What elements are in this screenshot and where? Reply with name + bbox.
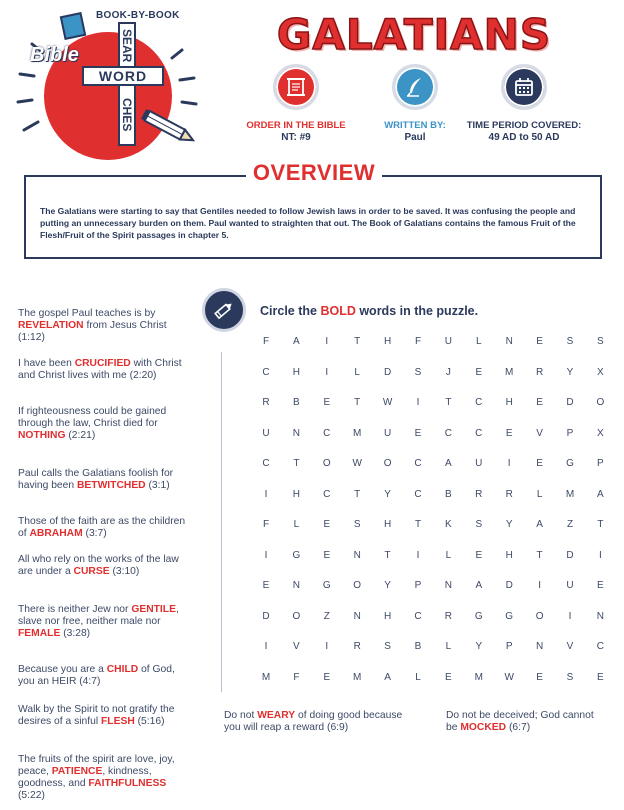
grid-letter[interactable]: I (599, 549, 602, 561)
grid-letter[interactable]: Y (475, 641, 483, 652)
grid-letter[interactable]: I (264, 641, 268, 652)
grid-letter[interactable]: X (597, 427, 604, 439)
grid-letter[interactable]: N (292, 580, 300, 591)
grid-letter[interactable]: G (474, 610, 483, 622)
clue-text: of God, you an HEIR (4:7) (18, 664, 175, 687)
overview-heading: OVERVIEW (246, 160, 382, 186)
grid-letter[interactable]: A (597, 488, 604, 500)
order-value: NT: #9 (281, 132, 311, 143)
clue-keyword: CHILD (106, 664, 139, 675)
grid-letter[interactable]: C (323, 427, 331, 439)
instruction-bold: BOLD (320, 304, 356, 318)
logo-searches-bottom: CHES (118, 84, 136, 146)
clue-text: (3:7) (82, 528, 107, 539)
clue-keyword: ABRAHAM (29, 528, 83, 539)
grid-letter[interactable]: I (325, 336, 329, 347)
grid-letter[interactable]: E (597, 580, 604, 591)
logo-searches-top: SEAR (118, 22, 136, 70)
grid-letter[interactable]: H (383, 519, 392, 530)
clue-item (18, 516, 188, 540)
clue-keyword: REVELATION (18, 320, 84, 331)
grid-letter[interactable]: N (505, 336, 513, 347)
grid-letter[interactable]: B (414, 641, 422, 652)
grid-letter[interactable]: A (384, 671, 391, 683)
grid-letter[interactable]: T (384, 549, 391, 561)
clue-text: (5:16) (134, 716, 165, 727)
overview-box (24, 175, 602, 259)
clue-keyword: CURSE (73, 566, 110, 577)
grid-letter[interactable]: R (444, 610, 452, 622)
grid-letter[interactable]: V (536, 427, 543, 439)
grid-letter[interactable]: C (596, 641, 604, 652)
grid-letter[interactable]: E (536, 671, 543, 683)
grid-letter[interactable]: D (566, 549, 574, 561)
grid-letter[interactable]: T (354, 336, 361, 347)
clue-text: (3:10) (109, 566, 140, 577)
author-info (355, 64, 475, 143)
grid-letter[interactable]: E (597, 671, 604, 683)
grid-letter[interactable]: B (293, 397, 300, 408)
grid-letter[interactable]: S (566, 671, 574, 683)
clue-item (18, 704, 188, 728)
grid-letter[interactable]: I (325, 366, 329, 378)
grid-letter[interactable]: G (322, 580, 331, 591)
overview-text: The Galatians were starting to say that Gentiles needed to follow Jewish laws in order to be saved. It was confusing the people and putting an unnecessary burden on them. Paul wanted to straighten that out. The Book of Galatians contains the famous Fruit of the Flesh/Fruit of the Spirit passages in chapter 5. (40, 206, 576, 240)
clue-keyword: CRUCIFIED (74, 358, 131, 369)
grid-letter[interactable]: R (353, 641, 361, 652)
grid-letter[interactable]: O (535, 610, 544, 622)
grid-letter[interactable]: T (414, 519, 422, 530)
clue-item (18, 308, 188, 344)
clue-text: Because you are a (18, 664, 107, 675)
bottom-clue-mocked (446, 710, 596, 734)
grid-letter[interactable]: E (323, 671, 331, 683)
clue-text: (3:1) (145, 480, 170, 491)
grid-letter[interactable]: U (566, 580, 574, 591)
grid-letter[interactable]: T (354, 397, 361, 408)
clue-text: with Christ and Christ lives with me (2:20) (18, 358, 182, 381)
grid-letter[interactable]: G (566, 458, 574, 469)
grid-letter[interactable]: M (505, 366, 514, 378)
grid-letter[interactable]: T (354, 488, 361, 500)
grid-letter[interactable]: E (536, 458, 543, 469)
grid-letter[interactable]: L (476, 336, 482, 347)
grid-letter[interactable]: R (262, 397, 270, 408)
clue-item (18, 754, 188, 802)
grid-letter[interactable]: O (322, 458, 331, 469)
grid-letter[interactable]: T (597, 519, 604, 530)
logo-bible-text: Bible (30, 44, 79, 66)
grid-letter[interactable]: X (597, 366, 604, 378)
grid-letter[interactable]: B (445, 488, 452, 500)
grid-letter[interactable]: I (264, 488, 268, 500)
grid-letter[interactable]: P (505, 641, 513, 652)
grid-letter[interactable]: F (262, 336, 270, 347)
grid-letter[interactable]: S (475, 519, 483, 530)
grid-letter[interactable]: I (416, 549, 420, 561)
grid-letter[interactable]: L (293, 519, 300, 530)
logo-word-text: WORD (82, 66, 164, 86)
clue-text: Those of the faith are as the children of (18, 516, 186, 539)
clue-text: All who rely on the works of the law are under a (18, 554, 179, 577)
grid-letter[interactable]: V (293, 641, 300, 652)
order-info (236, 64, 356, 143)
grid-letter[interactable]: A (475, 580, 483, 591)
grid-letter[interactable]: S (597, 336, 604, 347)
grid-letter[interactable]: H (292, 366, 300, 378)
clue-text: If righteousness could be gained through the law, Christ died for (18, 406, 167, 429)
grid-letter[interactable]: O (292, 610, 301, 622)
clue-keyword: NOTHING (18, 430, 66, 441)
clue-item (18, 664, 188, 688)
calendar-icon (501, 64, 547, 110)
grid-letter[interactable]: M (565, 488, 575, 500)
grid-letter[interactable]: H (383, 610, 392, 622)
grid-letter[interactable]: C (262, 458, 270, 469)
clue-item (18, 358, 188, 382)
grid-letter[interactable]: C (475, 427, 483, 439)
grid-letter[interactable]: Y (384, 580, 391, 591)
grid-letter[interactable]: C (414, 458, 422, 469)
logo-top-text: BOOK-BY-BOOK (96, 10, 180, 21)
written-label: WRITTEN BY: (384, 120, 446, 131)
clue-text: from Jesus Christ (1:12) (18, 320, 167, 343)
grid-letter[interactable]: C (323, 488, 331, 500)
grid-letter[interactable]: H (383, 336, 392, 347)
clue-item (18, 406, 188, 442)
pencil-icon (202, 288, 246, 332)
grid-letter[interactable]: Y (384, 488, 391, 500)
page-title: GALATIANS (276, 10, 552, 59)
grid-letter[interactable]: E (475, 366, 483, 378)
grid-letter[interactable]: U (383, 427, 392, 439)
grid-letter[interactable]: T (536, 549, 543, 561)
grid-letter[interactable]: S (566, 336, 574, 347)
scroll-icon (273, 64, 319, 110)
grid-letter[interactable]: E (323, 549, 331, 561)
grid-letter[interactable]: N (353, 549, 361, 561)
grid-letter[interactable]: F (262, 519, 270, 530)
clue-item (18, 468, 188, 492)
grid-letter[interactable]: A (536, 519, 543, 530)
grid-letter[interactable]: U (262, 427, 270, 439)
grid-letter[interactable]: T (293, 458, 300, 469)
instruction-end: words in the puzzle. (355, 304, 479, 318)
grid-letter[interactable]: D (262, 610, 270, 622)
grid-letter[interactable]: E (445, 671, 452, 683)
grid-letter[interactable]: M (353, 671, 362, 683)
clue-item (18, 554, 188, 578)
grid-letter[interactable]: N (292, 427, 300, 439)
grid-letter[interactable]: P (597, 458, 604, 469)
grid-letter[interactable]: E (475, 549, 483, 561)
grid-letter[interactable]: L (354, 366, 360, 378)
grid-letter[interactable]: G (505, 610, 514, 622)
clue-text: (6:7) (506, 722, 531, 733)
grid-letter[interactable]: F (414, 336, 422, 347)
grid-letter[interactable]: Y (505, 519, 513, 530)
grid-letter[interactable]: C (262, 366, 270, 378)
grid-letter[interactable]: M (353, 427, 362, 439)
clue-text: Do not be deceived; God cannot be (446, 710, 594, 733)
clue-text: , kindness, goodness, and (18, 766, 152, 789)
grid-letter[interactable]: W (352, 458, 362, 469)
grid-letter[interactable]: E (414, 427, 422, 439)
grid-letter[interactable]: W (382, 397, 393, 408)
grid-letter[interactable]: D (505, 580, 513, 591)
clue-text: (5:22) (18, 790, 45, 801)
grid-letter[interactable]: E (536, 397, 543, 408)
clue-text: I have been (18, 358, 75, 369)
grid-letter[interactable]: O (353, 580, 362, 591)
book-icon (60, 12, 87, 40)
clue-keyword: GENTILE (131, 604, 176, 615)
grid-letter[interactable]: E (323, 397, 331, 408)
grid-letter[interactable]: Y (566, 366, 574, 378)
grid-letter[interactable]: I (568, 610, 572, 622)
clue-keyword: MOCKED (460, 722, 507, 733)
grid-letter[interactable]: R (475, 488, 483, 500)
grid-letter[interactable]: C (414, 610, 422, 622)
grid-letter[interactable]: M (474, 671, 483, 683)
grid-letter[interactable]: Z (566, 519, 574, 530)
grid-letter[interactable]: U (444, 336, 452, 347)
pencil-icon (140, 108, 198, 148)
grid-letter[interactable]: W (504, 671, 514, 683)
clue-item (18, 604, 188, 640)
grid-letter[interactable]: L (415, 671, 421, 683)
grid-letter[interactable]: S (414, 366, 422, 378)
instruction (260, 304, 478, 318)
column-divider (221, 352, 222, 692)
order-label: ORDER IN THE BIBLE (246, 120, 346, 131)
grid-letter[interactable]: H (292, 488, 300, 500)
grid-letter[interactable]: R (505, 488, 513, 500)
grid-letter[interactable]: T (445, 397, 452, 408)
grid-letter[interactable]: A (293, 336, 300, 347)
grid-letter[interactable]: N (444, 580, 452, 591)
written-value: Paul (404, 132, 426, 143)
period-value: 49 AD to 50 AD (488, 132, 560, 143)
grid-letter[interactable]: C (414, 488, 422, 500)
grid-letter[interactable]: G (292, 549, 301, 561)
clue-keyword: PATIENCE (51, 766, 103, 777)
grid-letter[interactable]: N (535, 641, 544, 652)
grid-letter[interactable]: R (535, 366, 544, 378)
clue-keyword: FLESH (101, 716, 135, 727)
grid-letter[interactable]: J (445, 366, 451, 378)
clue-text: , slave nor free, neither male nor (18, 604, 179, 627)
clue-keyword: BETWITCHED (76, 480, 146, 491)
clue-text: (2:21) (65, 430, 96, 441)
grid-letter[interactable]: M (261, 671, 271, 683)
clue-keyword: FAITHFULNESS (88, 778, 167, 789)
grid-letter[interactable]: F (293, 671, 300, 683)
grid-letter[interactable]: U (475, 458, 483, 469)
clue-text: There is neither Jew nor (18, 604, 132, 615)
clue-text: The gospel Paul teaches is by (18, 308, 156, 319)
grid-letter[interactable]: O (383, 458, 392, 469)
grid-letter[interactable]: A (445, 458, 452, 469)
grid-letter[interactable]: I (416, 397, 420, 408)
grid-letter[interactable]: H (505, 397, 513, 408)
grid-letter[interactable]: I (507, 458, 511, 469)
instruction-start: Circle the (260, 304, 321, 318)
grid-letter[interactable]: K (445, 519, 452, 530)
grid-letter[interactable]: L (536, 488, 543, 500)
grid-letter[interactable]: D (566, 397, 574, 408)
grid-letter[interactable]: S (384, 641, 391, 652)
grid-letter[interactable]: O (596, 397, 605, 408)
grid-letter[interactable]: C (475, 397, 483, 408)
grid-letter[interactable]: I (325, 641, 329, 652)
period-label: TIME PERIOD COVERED: (466, 120, 582, 131)
grid-letter[interactable]: I (264, 549, 268, 561)
bottom-clue-weary (224, 710, 404, 734)
clue-keyword: WEARY (257, 710, 296, 721)
clue-keyword: FEMALE (18, 628, 61, 639)
period-info (462, 64, 586, 143)
quill-icon (392, 64, 438, 110)
grid-letter[interactable]: P (414, 580, 422, 591)
grid-letter[interactable]: D (383, 366, 392, 378)
grid-letter[interactable]: E (536, 336, 543, 347)
grid-letter[interactable]: E (323, 519, 331, 530)
logo (10, 4, 210, 174)
grid-letter[interactable]: N (596, 610, 604, 622)
grid-letter[interactable]: E (262, 580, 270, 591)
grid-letter[interactable]: H (505, 549, 513, 561)
grid-letter[interactable]: P (566, 427, 574, 439)
clue-text: (3:28) (60, 628, 91, 639)
clue-text: The fruits of the spirit are love, joy, peace, (18, 754, 175, 777)
grid-letter[interactable]: V (566, 641, 574, 652)
clue-text: Walk by the Spirit to not gratify the desires of a sinful (18, 704, 175, 727)
clue-text: Do not (224, 710, 258, 721)
grid-letter[interactable]: L (445, 549, 452, 561)
grid-letter[interactable]: E (505, 427, 513, 439)
clue-text: Paul calls the Galatians foolish for having been (18, 468, 174, 491)
grid-letter[interactable]: Z (323, 610, 330, 622)
clue-text: of doing good because you will reap a reward (6:9) (224, 710, 403, 733)
grid-letter[interactable]: I (538, 580, 541, 591)
grid-letter[interactable]: C (444, 427, 452, 439)
grid-letter[interactable]: L (445, 641, 452, 652)
grid-letter[interactable]: S (353, 519, 361, 530)
grid-letter[interactable]: N (353, 610, 361, 622)
